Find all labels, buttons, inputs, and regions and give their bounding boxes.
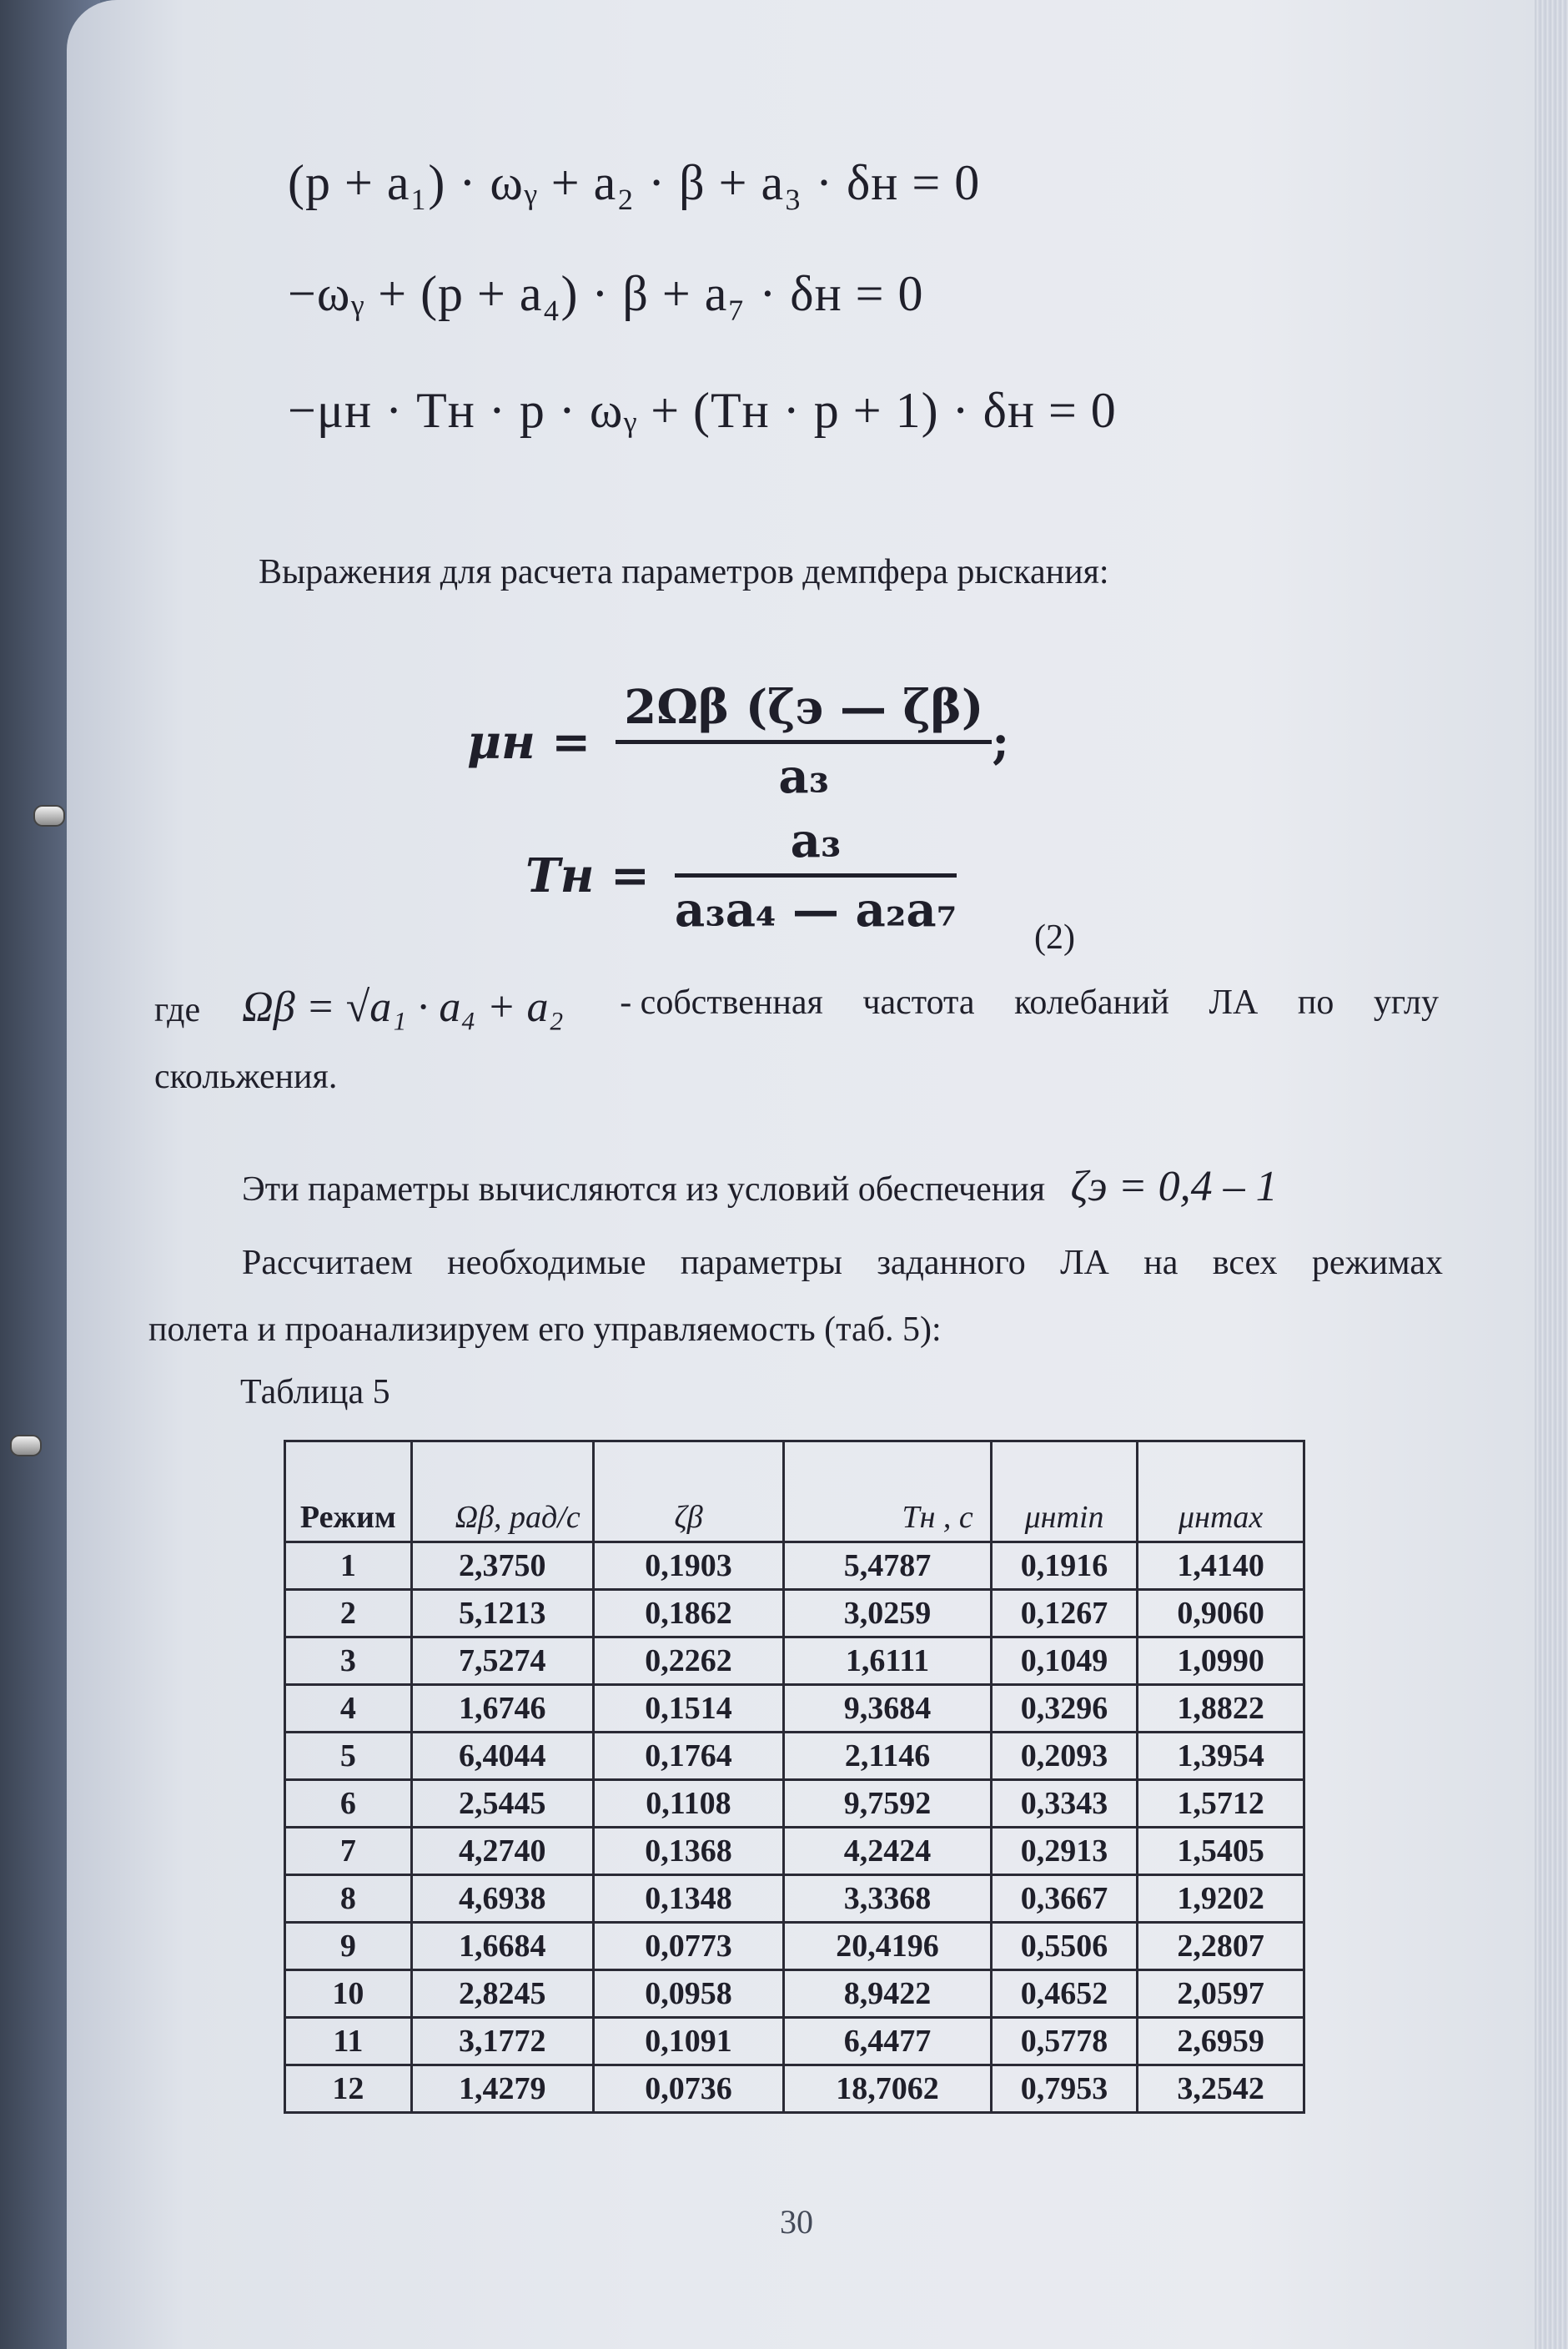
header-zeta-label: ζβ [674, 1500, 703, 1535]
table-cell: 0,1049 [991, 1637, 1138, 1685]
header-omega [411, 1441, 593, 1542]
table-cell: 9 [285, 1923, 412, 1970]
table-cell: 6,4477 [784, 2018, 992, 2065]
formula-mu-lhs: μн = [467, 714, 591, 770]
omega-formula: Ωβ = √a₁ · a₄ + a₂ [242, 983, 564, 1031]
table-row [285, 2065, 1304, 2113]
equation-2: −ωᵧ + (p + a₄) · β + a₇ · δн = 0 [288, 266, 924, 321]
table-cell: 0,5506 [991, 1923, 1138, 1970]
page-number: 30 [780, 2203, 813, 2241]
paragraph-word: режимах [1311, 1244, 1443, 1282]
table-cell: 0,7953 [991, 2065, 1138, 2113]
table-cell: 1,6684 [411, 1923, 593, 1970]
table-cell: 1,3954 [1138, 1733, 1304, 1780]
table-cell: 2,5445 [411, 1780, 593, 1828]
formula-mu-tail: ; [992, 714, 1010, 770]
table-cell: 2,8245 [411, 1970, 593, 2018]
header-mode: Режим [285, 1441, 412, 1542]
formula-t-numerator: a₃ [675, 813, 957, 878]
header-t-label: Tн , с [902, 1500, 973, 1535]
table-cell: 12 [285, 2065, 412, 2113]
table-row [285, 1875, 1304, 1923]
table-cell: 6 [285, 1780, 412, 1828]
table-row [285, 1780, 1304, 1828]
table-cell: 6,4044 [411, 1733, 593, 1780]
table-cell: 0,3667 [991, 1875, 1138, 1923]
table-cell: 1,0990 [1138, 1637, 1304, 1685]
header-omega-label: Ωβ, рад/с [455, 1500, 580, 1535]
table-cell: 2,2807 [1138, 1923, 1304, 1970]
table-row [285, 1970, 1304, 2018]
table-cell: 0,1108 [593, 1780, 784, 1828]
table-cell: 8,9422 [784, 1970, 992, 2018]
table-cell: 1,4279 [411, 2065, 593, 2113]
table-cell: 4,2424 [784, 1828, 992, 1875]
table-cell: 3,3368 [784, 1875, 992, 1923]
table-cell: 3 [285, 1637, 412, 1685]
header-mu-max-label: μнmax [1179, 1500, 1264, 1535]
table-row [285, 1590, 1304, 1637]
table-row [285, 1637, 1304, 1685]
table-cell: 0,1267 [991, 1590, 1138, 1637]
formula-mu [467, 680, 1009, 804]
table-cell: 3,2542 [1138, 2065, 1304, 2113]
table-row [285, 2018, 1304, 2065]
table-cell: 1,6111 [784, 1637, 992, 1685]
table-cell: 7,5274 [411, 1637, 593, 1685]
table-cell: 4,6938 [411, 1875, 593, 1923]
formula-t [525, 813, 957, 938]
omega-word: - собственная [620, 983, 823, 1022]
table-cell: 0,2262 [593, 1637, 784, 1685]
table-cell: 8 [285, 1875, 412, 1923]
paragraph-word: Рассчитаем [242, 1244, 413, 1282]
omega-definition [154, 983, 1439, 1097]
table-cell: 0,3343 [991, 1780, 1138, 1828]
equation-3: −μн · Тн · p · ωᵧ + (Тн · p + 1) · δн = 0 [288, 383, 1117, 438]
table-cell: 0,1091 [593, 2018, 784, 2065]
header-t [784, 1441, 992, 1542]
table-cell: 20,4196 [784, 1923, 992, 1970]
table-cell: 1,6746 [411, 1685, 593, 1733]
table-cell: 0,1903 [593, 1542, 784, 1590]
table-cell: 18,7062 [784, 2065, 992, 2113]
intro-text: Выражения для расчета параметров демпфера рыскания: [259, 553, 1109, 591]
table-row [285, 1685, 1304, 1733]
table-cell: 0,1514 [593, 1685, 784, 1733]
binder-ring [10, 1435, 42, 1456]
table-cell: 3,0259 [784, 1590, 992, 1637]
table-cell: 4 [285, 1685, 412, 1733]
paragraph-word: ЛА [1060, 1244, 1109, 1282]
table-cell: 1 [285, 1542, 412, 1590]
paragraph-word: всех [1212, 1244, 1278, 1282]
table-cell: 1,5712 [1138, 1780, 1304, 1828]
table-cell: 9,7592 [784, 1780, 992, 1828]
table-cell: 0,1862 [593, 1590, 784, 1637]
equation-1: (p + a₁) · ωᵧ + a₂ · β + a₃ · δн = 0 [288, 155, 981, 210]
table-cell: 4,2740 [411, 1828, 593, 1875]
header-mu-min [991, 1441, 1138, 1542]
table-cell: 0,2093 [991, 1733, 1138, 1780]
table-cell: 2,3750 [411, 1542, 593, 1590]
table-cell: 5 [285, 1733, 412, 1780]
omega-word: колебаний [1014, 983, 1169, 1022]
omega-word: углу [1373, 983, 1439, 1022]
table-cell: 2 [285, 1590, 412, 1637]
table-row [285, 1828, 1304, 1875]
table-cell: 11 [285, 2018, 412, 2065]
paragraph-word: заданного [877, 1244, 1026, 1282]
omega-definition-continuation: скольжения. [154, 1058, 338, 1096]
table-cell: 7 [285, 1828, 412, 1875]
table-cell: 0,5778 [991, 2018, 1138, 2065]
table-cell: 0,1916 [991, 1542, 1138, 1590]
table-cell: 5,1213 [411, 1590, 593, 1637]
omega-word: ЛА [1209, 983, 1259, 1022]
paragraph-word: на [1143, 1244, 1179, 1282]
table-cell: 0,1764 [593, 1733, 784, 1780]
formula-mu-numerator: 2Ωβ (ζэ — ζβ) [616, 680, 992, 744]
table-cell: 0,0958 [593, 1970, 784, 2018]
table-cell: 0,9060 [1138, 1590, 1304, 1637]
table-cell: 2,1146 [784, 1733, 992, 1780]
paragraph-line-1 [242, 1243, 1443, 1283]
formula-t-denominator: a₃a₄ — a₂a₇ [674, 883, 957, 938]
table-row [285, 1542, 1304, 1590]
table-cell: 9,3684 [784, 1685, 992, 1733]
table-caption: Таблица 5 [240, 1373, 390, 1411]
paragraph-line-2: полета и проанализируем его управляемость (таб. 5): [148, 1310, 942, 1349]
table-cell: 0,0736 [593, 2065, 784, 2113]
table-cell: 0,1368 [593, 1828, 784, 1875]
table-cell: 0,4652 [991, 1970, 1138, 2018]
condition-text: Эти параметры вычисляются из условий обеспечения [242, 1170, 1046, 1209]
table-cell: 10 [285, 1970, 412, 2018]
table-cell: 1,5405 [1138, 1828, 1304, 1875]
table-cell: 5,4787 [784, 1542, 992, 1590]
table-row [285, 1923, 1304, 1970]
table-row [285, 1733, 1304, 1780]
table-cell: 1,9202 [1138, 1875, 1304, 1923]
table-cell: 0,1348 [593, 1875, 784, 1923]
header-mu-max [1138, 1441, 1304, 1542]
where-word: где [154, 991, 201, 1029]
table-cell: 0,0773 [593, 1923, 784, 1970]
table-body [285, 1542, 1304, 2113]
formula-t-lhs: Tн = [525, 848, 650, 903]
parameters-table [284, 1440, 1305, 2114]
table-cell: 0,3296 [991, 1685, 1138, 1733]
condition-line [242, 1162, 1278, 1211]
table-cell: 1,4140 [1138, 1542, 1304, 1590]
table-cell: 3,1772 [411, 2018, 593, 2065]
table-cell: 2,0597 [1138, 1970, 1304, 2018]
header-mu-min-label: μнmin [1024, 1500, 1104, 1535]
omega-definition-line [154, 983, 1439, 1032]
condition-formula: ζэ = 0,4 – 1 [1070, 1163, 1278, 1210]
table-header-row [285, 1441, 1304, 1542]
omega-word: частота [862, 983, 975, 1022]
omega-definition-prefix [154, 983, 580, 1032]
table-cell: 0,2913 [991, 1828, 1138, 1875]
formula-mu-denominator: a₃ [778, 749, 830, 804]
formula-number: (2) [1034, 918, 1075, 957]
table-cell: 2,6959 [1138, 2018, 1304, 2065]
omega-word: по [1297, 983, 1334, 1022]
paragraph-word: параметры [680, 1244, 842, 1282]
binder-ring [33, 805, 65, 827]
paragraph-word: необходимые [447, 1244, 646, 1282]
table-cell: 1,8822 [1138, 1685, 1304, 1733]
header-zeta [593, 1441, 784, 1542]
